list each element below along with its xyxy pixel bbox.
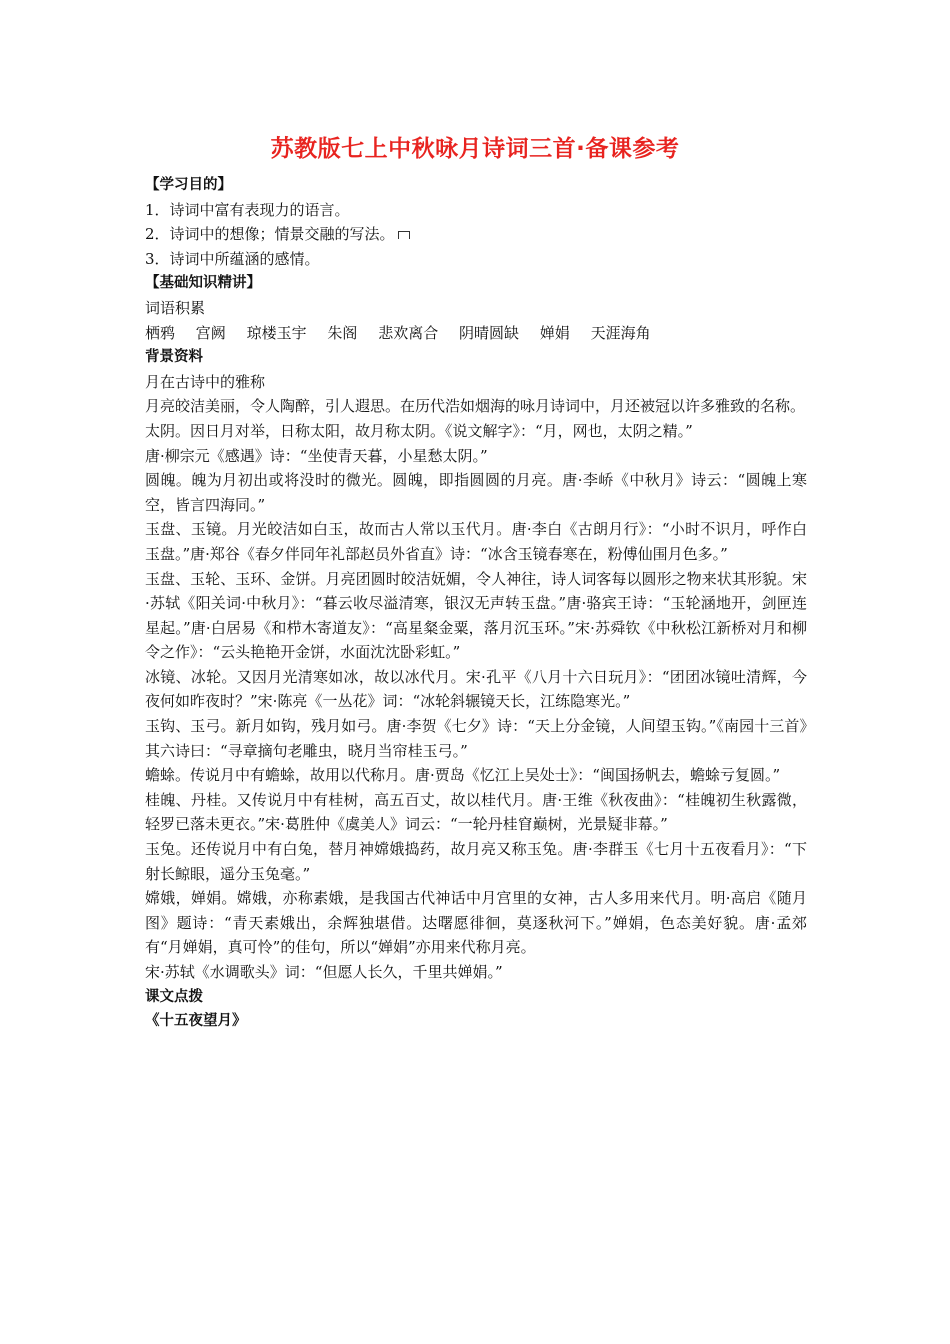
paragraph: 太阴。因日月对举，日称太阳，故月称太阴。《说文解字》：“月，网也，太阴之精。” [145,421,693,440]
vocab-item: 阴晴圆缺 [458,323,519,342]
edit-mark-icon [398,231,410,239]
vocab-item: 朱阁 [327,323,358,342]
paragraph: 玉盘、玉轮、玉环、金饼。月亮团圆时皎洁妩媚，令人神往，诗人词客每以圆形之物来状其形貌。宋·苏轼《阳关词·中秋月》：“暮云收尽溢清寒，银汉无声转玉盘。”唐·骆宾王诗：“玉轮涵地开，剑匣连星起。”唐·白居易《和栉木寄道友》：“高星粲金粟，落月沉玉环。”宋·苏舜钦《中秋松江新桥对月和柳令之作》：“云头艳艳开金饼，水面沈沈卧彩虹。” [145,569,807,662]
paragraph: 玉盘、玉镜。月光皎洁如白玉，故而古人常以玉代月。唐·李白《古朗月行》：“小时不识月，呼作白玉盘。”唐·郑谷《春夕伴同年礼部赵员外省直》诗：“冰含玉镜春寒在，粉傅仙围月色多。” [145,520,807,563]
goal-item-3: 3．诗词中所蕴涵的感情。 [145,249,320,268]
goal-item-2-text: 2．诗词中的想像；情景交融的写法。 [145,225,395,244]
paragraph: 唐·柳宗元《感遇》诗：“坐使青天暮，小星愁太阴。” [145,446,488,465]
vocab-item: 琼楼玉宇 [246,323,307,342]
vocab-item: 悲欢离合 [378,323,439,342]
vocab-heading: 词语积累 [145,298,206,317]
paragraph: 桂魄、丹桂。又传说月中有桂树，高五百丈，故以桂代月。唐·王维《秋夜曲》：“桂魄初生秋露微，轻罗已落未更衣。”宋·葛胜仲《虞美人》词云：“一轮丹桂窅巅树，光景疑非幕。” [145,790,807,834]
paragraph: 冰镜、冰轮。又因月光清寒如冰，故以冰代月。宋·孔平《八月十六日玩月》：“团团冰镜吐清辉，今夜何如昨夜时？”宋·陈亮《一丛花》词：“冰轮斜辗镜天长，江练隐寒光。” [145,667,807,711]
background-subheading: 月在古诗中的雅称 [145,372,266,391]
background-heading: 背景资料 [145,349,203,366]
goal-item-1: 1．诗词中富有表现力的语言。 [145,200,350,219]
poem-heading: 《十五夜望月》 [145,1013,247,1030]
lesson-heading: 课文点拨 [145,988,203,1005]
vocab-item: 婵娟 [539,323,570,342]
vocab-item: 栖鸦 [145,323,176,342]
vocab-list [145,321,807,346]
goal-item-2 [145,222,807,247]
paragraph: 宋·苏轼《水调歌头》词：“但愿人长久，千里共婵娟。” [145,963,503,981]
paragraph: 月亮皎洁美丽，令人陶醉，引人遐思。在历代浩如烟海的咏月诗词中，月还被冠以许多雅致的名称。 [145,397,806,416]
basics-heading: 【基础知识精讲】 [145,275,261,292]
paragraph: 蟾蜍。传说月中有蟾蜍，故用以代称月。唐·贾岛《忆江上吴处士》：“闽国扬帆去，蟾蜍亏复圆。” [145,766,781,785]
goals-heading: 【学习目的】 [145,177,232,193]
paragraph: 嫦娥，婵娟。嫦娥，亦称素娥，是我国古代神话中月宫里的女神，古人多用来代月。明·高启《随月图》题诗：“青天素娥出，余辉独堪借。达曙愿徘徊，莫逐秋河下。”婵娟，色态美好貌。唐·孟郊有“月婵娟，真可怜”的佳句，所以“婵娟”亦用来代称月亮。 [145,889,807,957]
document-body [145,173,807,1034]
paragraph: 玉兔。还传说月中有白兔，替月神嫦娥捣药，故月亮又称玉兔。唐·李群玉《七月十五夜看月》：“下射长鲸眼，遥分玉兔毫。” [145,840,807,883]
paragraph: 圆魄。魄为月初出或将没时的微光。圆魄，即指圆圆的月亮。唐·李峤《中秋月》诗云：“圆魄上寒空，皆言四海同。” [145,471,807,514]
vocab-item: 宫阙 [195,323,226,342]
page-title: 苏教版七上中秋咏月诗词三首·备课参考 [270,136,680,162]
vocab-item: 天涯海角 [590,323,651,342]
paragraph: 玉钩、玉弓。新月如钩，残月如弓。唐·李贺《七夕》诗：“天上分金镜，人间望玉钩。”《南园十三首》其六诗曰：“寻章摘句老雕虫，晓月当帘桂玉弓。” [145,717,807,760]
